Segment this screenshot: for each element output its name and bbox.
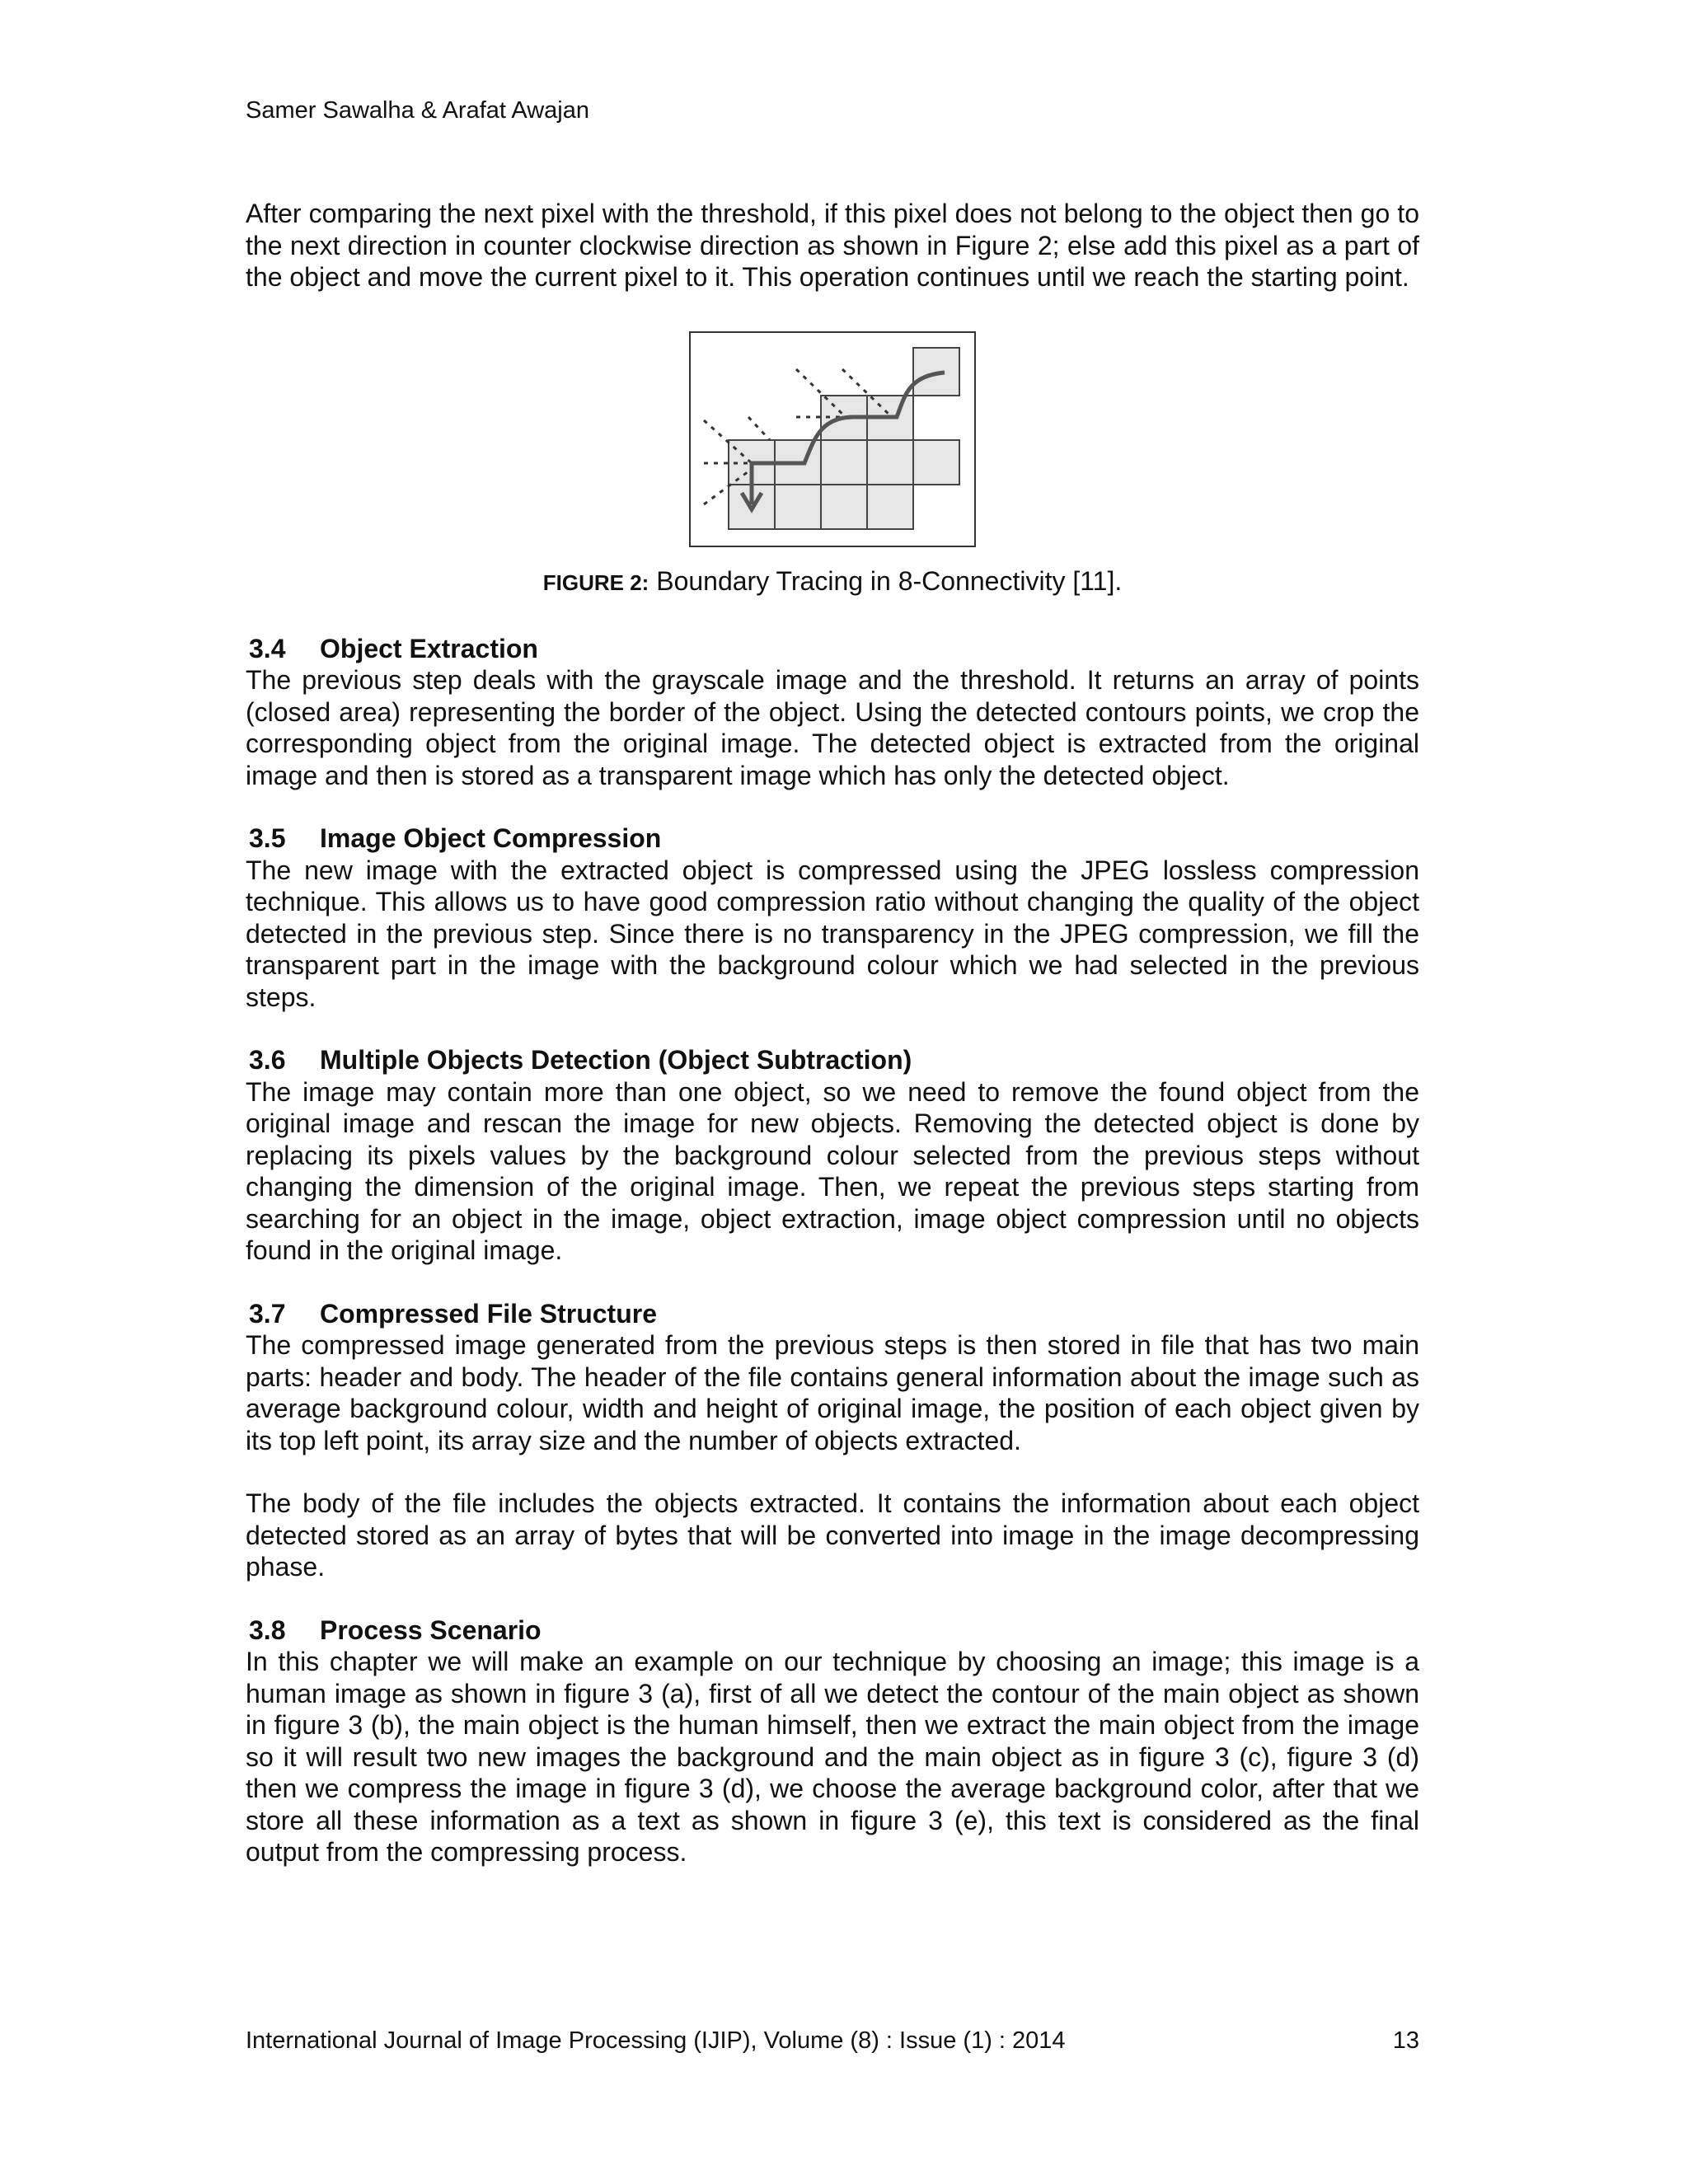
- section-number: 3.7: [249, 1298, 286, 1329]
- section-title: Multiple Objects Detection (Object Subtraction): [320, 1045, 912, 1075]
- section-paragraph: The previous step deals with the grayscale image and the threshold. It returns an array of points (closed area) representing the border of the object. Using the detected contours points, we crop the corresponding object from the original image. The detected object is extracted from the original image and then is stored as a transparent image which has only the detected object.: [246, 665, 1419, 790]
- section-title: Object Extraction: [320, 633, 538, 663]
- section-title: Image Object Compression: [320, 823, 662, 853]
- section-heading: [246, 1044, 1419, 1076]
- figure-caption-text: Boundary Tracing in 8-Connectivity [11].: [656, 565, 1123, 596]
- page-number: 13: [1392, 2027, 1419, 2054]
- section-heading: [246, 1615, 1419, 1647]
- section-heading: [246, 1298, 1419, 1330]
- section-paragraph: The new image with the extracted object is compressed using the JPEG lossless compression technique. This allows us to have good compression ratio without changing the quality of the object detected in the previous step. Since there is no transparency in the JPEG compression, we fill the transparent part in the image with the background colour which we had selected in the previous steps.: [246, 855, 1419, 1012]
- pixel-cell: [867, 485, 913, 529]
- section-paragraph: The body of the file includes the objects extracted. It contains the information about each object detected stored as an array of bytes that will be converted into image in the image decompressing phase.: [246, 1488, 1419, 1582]
- section-title: Compressed File Structure: [320, 1298, 657, 1329]
- journal-citation: International Journal of Image Processing (IJIP), Volume (8) : Issue (1) : 2014: [246, 2027, 1066, 2054]
- section-paragraph: The image may contain more than one object, so we need to remove the found object from the original image and rescan the image for new objects. Removing the detected object is done by replacing its pixels values by the background colour selected from the previous steps without changing the dimension of the original image. Then, we repeat the previous steps starting from searching for an object in the image, object extraction, image object compression until no objects found in the original image.: [246, 1076, 1419, 1265]
- figure-caption: [246, 565, 1419, 598]
- pixel-cell: [775, 485, 821, 529]
- section-paragraph: The compressed image generated from the previous steps is then stored in file that has two main parts: header and body. The header of the file contains general information about the image such as average background colour, width and height of original image, the position of each object given by its top left point, its array size and the number of objects extracted.: [246, 1330, 1419, 1455]
- pixel-cell: [867, 440, 913, 485]
- section-title: Process Scenario: [320, 1615, 542, 1645]
- section-heading: [246, 633, 1419, 665]
- pixel-cell: [821, 440, 867, 485]
- section-number: 3.8: [249, 1615, 286, 1645]
- pixel-cell: [913, 440, 959, 485]
- section-number: 3.5: [249, 823, 286, 853]
- section-paragraph: In this chapter we will make an example on our technique by choosing an image; this image is a human image as shown in figure 3 (a), first of all we detect the contour of the main object as shown in figure 3 (b), the main object is the human himself, then we extract the main object from the image so it will result two new images the background and the main object as in figure 3 (c), figure 3 (d) then we compress the image in figure 3 (d), we choose the average background color, after that we store all these information as a text as shown in figure 3 (e), this text is considered as the final output from the compressing process.: [246, 1647, 1419, 1867]
- section-number: 3.6: [249, 1045, 286, 1075]
- figure-2-boundary-tracing: [689, 331, 976, 547]
- page-body: [246, 198, 1419, 1868]
- pixel-cell: [821, 485, 867, 529]
- page-footer: [246, 2027, 1419, 2055]
- section-heading: [246, 823, 1419, 855]
- section-number: 3.4: [249, 633, 286, 663]
- boundary-tracing-diagram: [689, 331, 976, 547]
- running-header: Samer Sawalha & Arafat Awajan: [246, 97, 589, 124]
- figure-label: FIGURE 2:: [542, 569, 649, 595]
- intro-paragraph: After comparing the next pixel with the threshold, if this pixel does not belong to the object then go to the next direction in counter clockwise direction as shown in Figure 2; else add this pixel as a part of the object and move the current pixel to it. This operation continues until we reach the starting point.: [246, 199, 1419, 292]
